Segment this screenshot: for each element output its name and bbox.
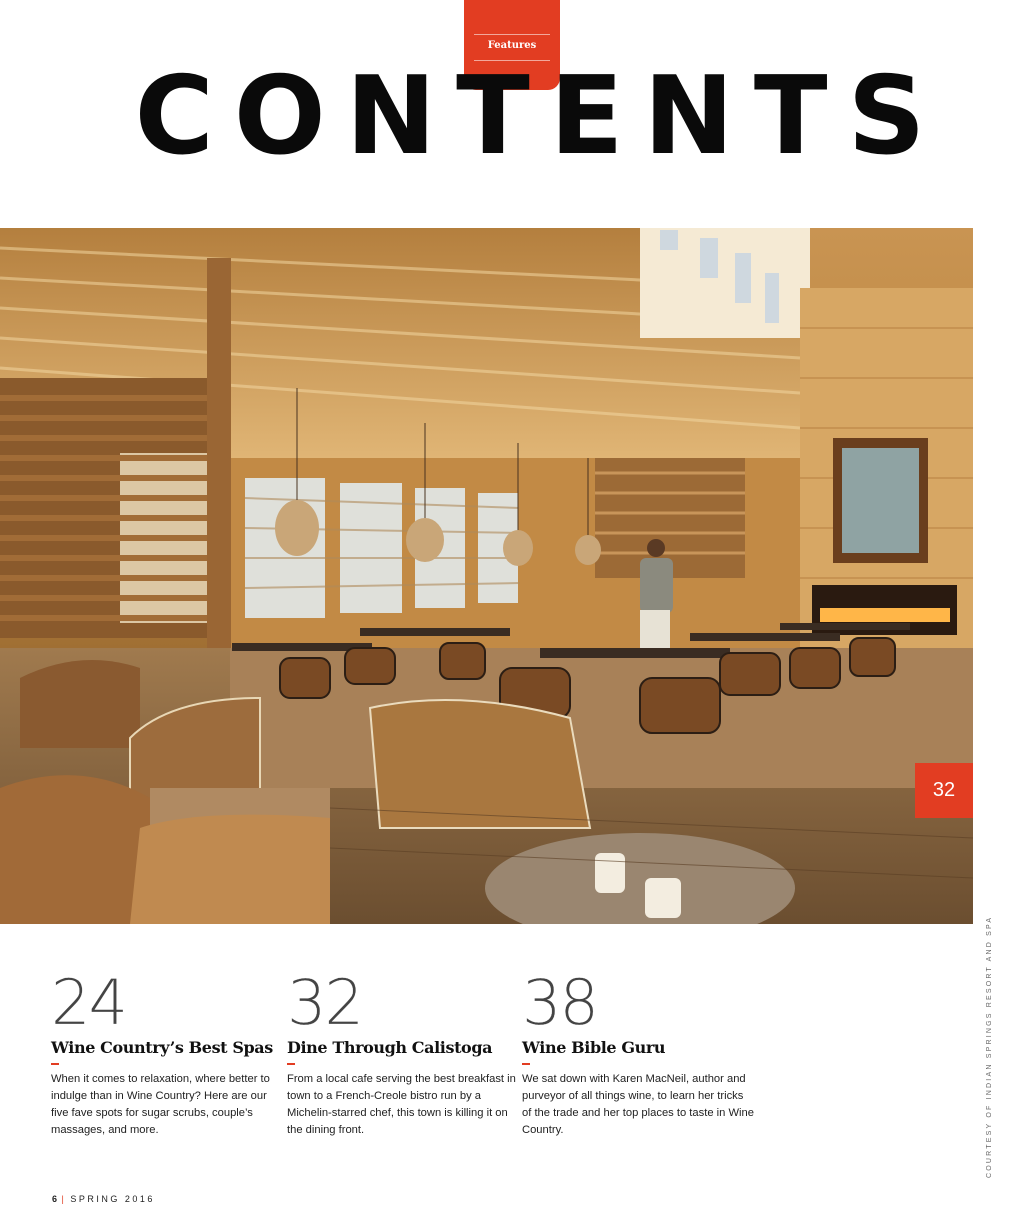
feature-title[interactable]: Dine Through Calistoga <box>287 1038 493 1057</box>
footer-issue: SPRING 2016 <box>70 1194 155 1204</box>
feature-title[interactable]: Wine Country’s Best Spas <box>51 1038 273 1057</box>
feature-page-number: 32 <box>287 966 362 1039</box>
feature-description: From a local cafe serving the best breakfast in town to a French-Creole bistro run by a Michelin-starred chef, this town is killing it on the dining front. <box>287 1073 516 1136</box>
feature-item[interactable] <box>51 966 283 1139</box>
page-badge[interactable]: 32 <box>915 763 973 818</box>
feature-title[interactable]: Wine Bible Guru <box>522 1038 666 1057</box>
red-dash <box>287 1063 295 1065</box>
restaurant-illustration <box>0 228 973 924</box>
page-title: CONTENTS <box>134 54 946 179</box>
feature-page-number: 24 <box>51 966 126 1039</box>
photo-credit: COURTESY OF INDIAN SPRINGS RESORT AND SPA <box>986 915 993 1178</box>
feature-description: When it comes to relaxation, where better to indulge than in Wine Country? Here are our five fave spots for sugar scrubs, couple’s massages, and more. <box>51 1073 270 1136</box>
footer-page-number: 6 <box>52 1194 60 1204</box>
tab-rule-top <box>474 34 550 35</box>
red-dash <box>522 1063 530 1065</box>
red-dash <box>51 1063 59 1065</box>
feature-description: We sat down with Karen MacNeil, author and purveyor of all things wine, to learn her tricks of the trade and her top places to taste in Wine Country. <box>522 1073 754 1136</box>
restaurant-photo <box>0 228 973 924</box>
page-footer <box>52 1194 155 1204</box>
footer-separator: | <box>61 1194 67 1204</box>
features-tab-label: Features <box>487 40 537 51</box>
feature-page-number: 38 <box>522 966 597 1039</box>
feature-item[interactable] <box>522 966 754 1139</box>
feature-item[interactable] <box>287 966 519 1139</box>
